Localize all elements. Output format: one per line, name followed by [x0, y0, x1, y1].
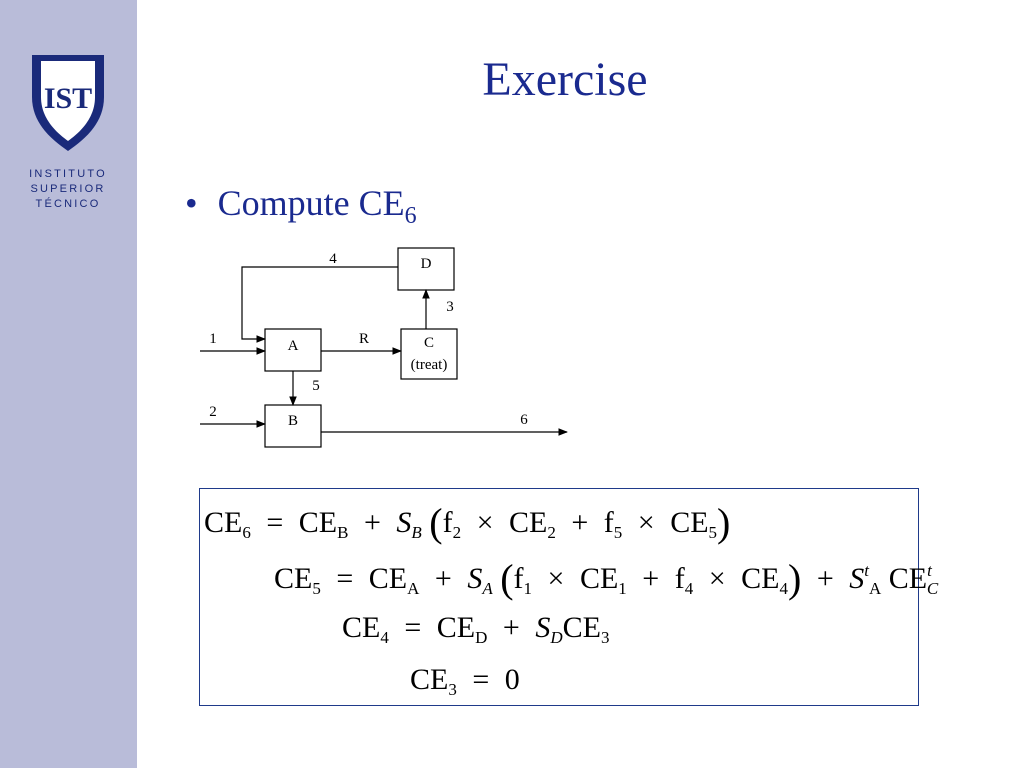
eq-term: CE	[274, 562, 313, 595]
logo-text-line3: TÉCNICO	[35, 198, 101, 210]
eq-term: CE	[342, 611, 381, 644]
eq-superscript: t	[864, 561, 869, 580]
eq-operator: ×	[476, 506, 494, 539]
eq-term: S	[396, 506, 412, 539]
eq-subscript: 4	[684, 579, 694, 598]
eq-paren: (	[500, 556, 514, 601]
eq-term: f	[513, 562, 524, 595]
eq-operator: +	[642, 562, 660, 595]
eq-subscript: 2	[452, 523, 462, 542]
eq-operator: +	[434, 562, 452, 595]
box-c-label: C	[423, 335, 435, 351]
eq-term: f	[442, 506, 453, 539]
equation-ce6	[204, 499, 730, 546]
eq-term: 0	[504, 663, 520, 696]
eq-subscript: D	[550, 628, 563, 647]
eq-term: S	[849, 562, 865, 595]
box-c-note: (treat)	[410, 357, 448, 373]
box-a-label: A	[287, 338, 299, 354]
eq-term: CE	[368, 562, 408, 595]
stream-label-3: 3	[446, 299, 454, 315]
eq-paren: )	[717, 500, 731, 545]
eq-subscript: A	[868, 579, 882, 598]
stream-label-2: 2	[209, 404, 217, 420]
eq-paren: (	[429, 500, 443, 545]
eq-term: CE	[670, 506, 709, 539]
eq-subscript: A	[407, 579, 420, 598]
eq-term: CE	[204, 506, 243, 539]
formula-box	[199, 488, 939, 706]
stream-label-r: R	[358, 331, 370, 347]
eq-subscript: B	[337, 523, 349, 542]
eq-term: f	[603, 506, 614, 539]
eq-subscript: 3	[600, 628, 610, 647]
eq-operator: ×	[708, 562, 726, 595]
eq-operator: ×	[547, 562, 565, 595]
eq-term: CE	[562, 611, 601, 644]
eq-operator: +	[571, 506, 589, 539]
eq-subscript: 5	[312, 579, 321, 598]
eq-superscript: t	[927, 561, 932, 580]
eq-subscript: 1	[618, 579, 627, 598]
eq-subscript: 5	[613, 523, 623, 542]
box-d-label: D	[420, 256, 432, 272]
stream-4-arrow	[242, 267, 398, 339]
eq-subscript: D	[475, 628, 488, 647]
bullet-dot: •	[185, 183, 198, 223]
eq-term: CE	[436, 611, 476, 644]
eq-subscript: B	[411, 523, 422, 542]
eq-term: CE	[888, 562, 928, 595]
eq-term: CE	[741, 562, 780, 595]
eq-operator: ×	[637, 506, 655, 539]
ist-shield-logo	[30, 53, 106, 153]
eq-operator: +	[502, 611, 520, 644]
stream-label-1: 1	[209, 331, 217, 347]
eq-subscript: A	[482, 579, 493, 598]
equation-ce5	[274, 555, 938, 602]
bullet-text: Compute CE	[217, 183, 405, 223]
eq-term: CE	[298, 506, 338, 539]
eq-term: CE	[579, 562, 619, 595]
eq-subscript: 1	[523, 579, 533, 598]
stream-label-4: 4	[329, 251, 337, 267]
eq-operator: =	[472, 663, 490, 696]
eq-term: CE	[509, 506, 548, 539]
logo-text-line2: SUPERIOR	[30, 183, 106, 195]
slide-title: Exercise	[482, 53, 648, 106]
logo-monogram: IST	[43, 82, 93, 115]
equation-ce3	[410, 663, 520, 700]
eq-subscript: 4	[779, 579, 788, 598]
sidebar	[0, 0, 137, 768]
eq-operator: =	[266, 506, 284, 539]
eq-term: S	[467, 562, 483, 595]
bullet-item	[185, 182, 417, 230]
eq-subscript: 6	[242, 523, 251, 542]
bullet-subscript: 6	[404, 203, 417, 229]
eq-paren: )	[787, 556, 802, 601]
process-diagram	[195, 245, 585, 455]
eq-term: f	[674, 562, 685, 595]
equation-ce4	[342, 611, 609, 648]
eq-operator: +	[816, 562, 834, 595]
eq-term: S	[535, 611, 551, 644]
eq-subscript: 2	[547, 523, 556, 542]
logo-text-line1: INSTITUTO	[29, 168, 107, 180]
eq-term: CE	[410, 663, 449, 696]
eq-operator: =	[336, 562, 354, 595]
stream-label-6: 6	[520, 412, 528, 428]
eq-operator: +	[363, 506, 381, 539]
eq-subscript: C	[926, 579, 939, 598]
box-b-label: B	[287, 413, 299, 429]
stream-label-5: 5	[312, 378, 320, 394]
eq-operator: =	[404, 611, 422, 644]
eq-subscript: 3	[448, 680, 457, 699]
eq-subscript: 5	[708, 523, 718, 542]
eq-subscript: 4	[380, 628, 389, 647]
